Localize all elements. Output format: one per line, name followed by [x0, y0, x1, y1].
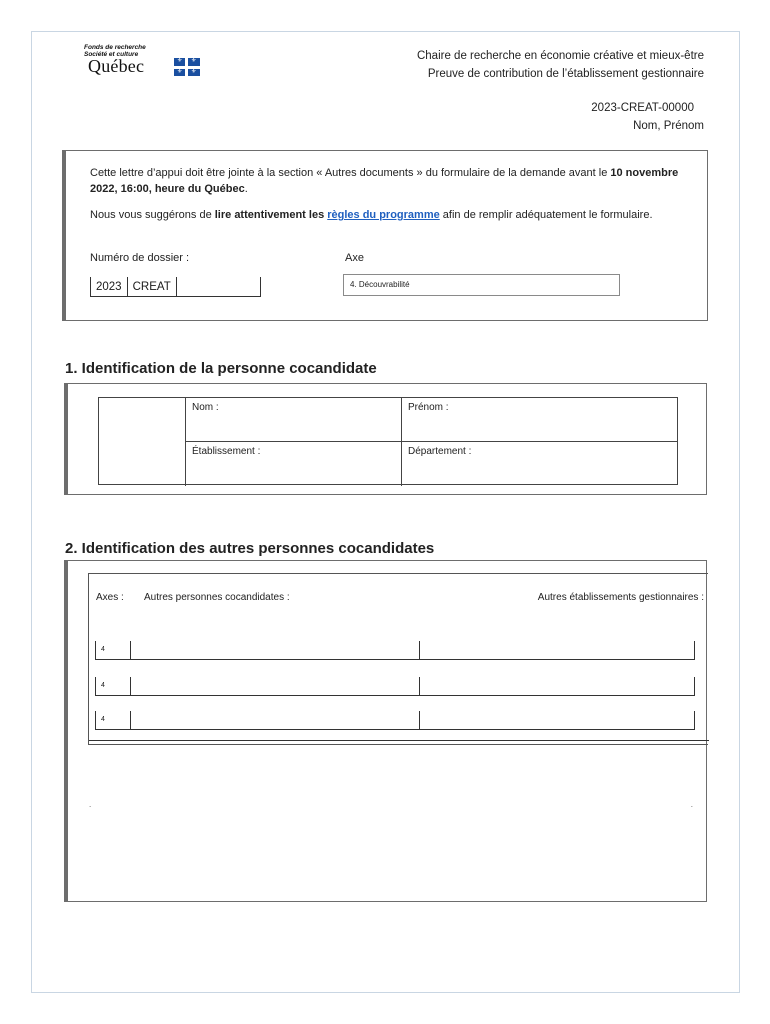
- establishment-field[interactable]: [694, 641, 695, 659]
- p2-text-b: afin de remplir adéquatement le formulaire.: [439, 209, 653, 221]
- file-number: 2023-CREAT-00000: [591, 102, 694, 114]
- dossier-program: CREAT: [128, 277, 177, 296]
- frq-logo: [72, 44, 212, 90]
- departement-field[interactable]: Département :: [401, 442, 677, 486]
- row-axe-field[interactable]: 4: [95, 641, 131, 659]
- p2-bold: lire attentivement les: [214, 209, 325, 221]
- dossier-number-field[interactable]: [90, 277, 261, 297]
- cocandidate-field[interactable]: [419, 641, 420, 659]
- p1-text: Cette lettre d’appui doit être jointe à la section « Autres documents » du formulaire de la demande avant le: [90, 167, 611, 179]
- logo-line-2: Société et culture: [84, 51, 139, 58]
- prenom-field[interactable]: Prénom :: [401, 398, 677, 442]
- title-line-2: Preuve de contribution de l’établissement gestionnaire: [427, 68, 704, 80]
- photo-cell: [99, 398, 185, 486]
- file-reference: [591, 99, 704, 135]
- logo-wordmark: Québec: [88, 56, 145, 76]
- table-row: [95, 711, 695, 730]
- cocandidate-field[interactable]: [419, 711, 420, 729]
- dossier-sequence[interactable]: [177, 277, 261, 296]
- quebec-flag-icon: ⚜ ⚜ ⚜ ⚜: [174, 58, 200, 76]
- dossier-year: 2023: [90, 277, 128, 296]
- establishment-field[interactable]: [694, 677, 695, 695]
- establishment-field[interactable]: [694, 711, 695, 729]
- section-1-box: [64, 383, 707, 495]
- row-axe-field[interactable]: 4: [95, 677, 131, 695]
- title-line-1: Chaire de recherche en économie créative et mieux-être: [416, 50, 704, 62]
- other-cocandidates-table: [88, 573, 708, 745]
- cocandidate-field[interactable]: [419, 677, 420, 695]
- etablissement-field[interactable]: Établissement :: [185, 442, 401, 486]
- document-title: [417, 47, 704, 83]
- p1-deadline: 10 novembre 2022, 16:00, heure du Québec: [90, 167, 679, 195]
- section-1-title: 1. Identification de la personne cocandidate: [65, 360, 377, 377]
- section-2-box: [64, 560, 707, 902]
- row-axe-field[interactable]: 4: [95, 711, 131, 729]
- p1-end: .: [244, 183, 248, 195]
- column-header-establishments: Autres établissements gestionnaires :: [537, 592, 704, 603]
- axe-label: Axe: [345, 252, 364, 264]
- p2-text-a: Nous vous suggérons de: [90, 209, 215, 221]
- instructions-paragraph-1: [90, 165, 683, 197]
- dossier-number-label: Numéro de dossier :: [90, 252, 190, 264]
- table-row: [95, 677, 695, 696]
- column-header-axes: Axes :: [96, 592, 124, 603]
- marker-dot-left: .: [89, 800, 92, 809]
- cocandidate-table: [98, 397, 678, 485]
- section-2-title: 2. Identification des autres personnes cocandidates: [65, 540, 435, 557]
- applicant-name: Nom, Prénom: [633, 120, 704, 132]
- instructions-paragraph-2: [90, 207, 683, 223]
- column-header-cocandidates: Autres personnes cocandidates :: [144, 592, 290, 603]
- nom-field[interactable]: Nom :: [185, 398, 401, 442]
- table-bottom-rule: [89, 740, 709, 741]
- logo-line-1: Fonds de recherche: [84, 44, 146, 51]
- axe-select[interactable]: 4. Découvrabilité: [343, 274, 620, 296]
- program-rules-link[interactable]: règles du programme: [327, 209, 440, 221]
- table-row: [95, 641, 695, 660]
- marker-dot-right: .: [690, 800, 693, 809]
- instructions-box: [62, 150, 708, 321]
